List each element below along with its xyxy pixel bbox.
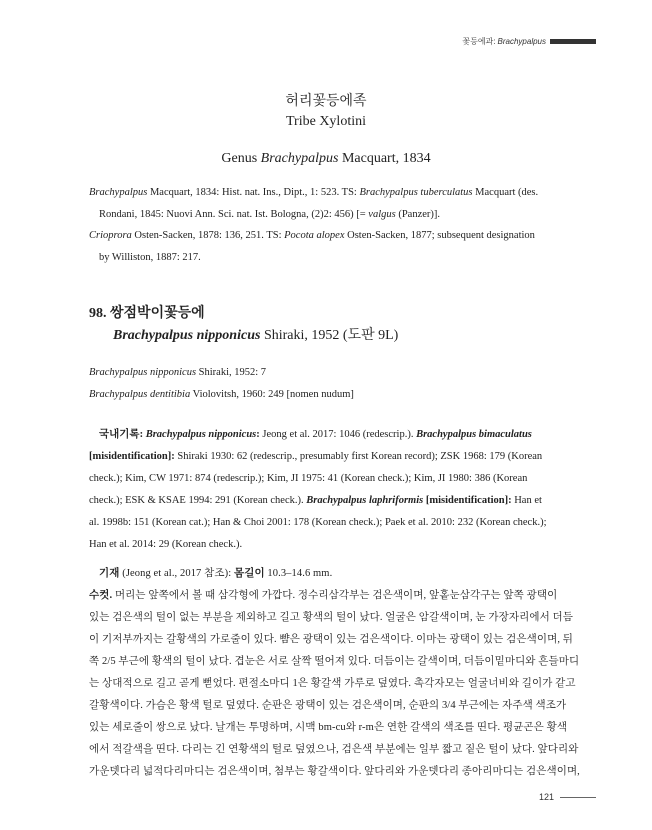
description-line bbox=[89, 629, 579, 651]
text-segment: 국내기록: bbox=[99, 429, 146, 440]
synonym-item bbox=[89, 362, 579, 384]
tribe-heading bbox=[0, 92, 652, 132]
text-segment: check.); ESK & KSAE 1994: 291 (Korean check.). bbox=[89, 495, 307, 506]
text-segment: Brachypalpus nipponicus bbox=[89, 367, 197, 378]
text-segment: Osten-Sacken, 1877; subsequent designation bbox=[344, 230, 535, 241]
description-line bbox=[89, 739, 579, 761]
text-segment: Brachypalpus nipponicus bbox=[145, 429, 257, 440]
species-title bbox=[89, 325, 398, 347]
text-segment: 10.3–14.6 mm. bbox=[264, 568, 333, 579]
text-segment: Macquart, 1834: Hist. nat. Ins., Dipt., 1: 523. TS: bbox=[147, 187, 360, 198]
text-segment: 있는 세로줄이 쌍으로 났다. 날개는 투명하며, 시맥 bm-cu와 r-m은 연한 갈색의 색조를 띤다. 평균곤은 황색 bbox=[89, 722, 568, 733]
text-segment: 몸길이 bbox=[233, 568, 265, 579]
tribe-korean: 허리꽃등에족 bbox=[285, 94, 367, 109]
species-name: Brachypalpus nipponicus bbox=[113, 328, 261, 343]
text-segment: 기재 bbox=[99, 568, 120, 579]
text-segment: [misidentification]: bbox=[423, 495, 515, 506]
text-segment: Brachypalpus bbox=[89, 187, 148, 198]
genus-reference bbox=[89, 225, 579, 247]
running-head-bar bbox=[550, 39, 596, 44]
description-line bbox=[89, 717, 579, 739]
running-head-korean: 꽃등에과: bbox=[462, 37, 496, 46]
genus-author: Macquart, 1834 bbox=[338, 151, 431, 166]
description-line bbox=[89, 651, 579, 673]
text-segment: 머리는 앞쪽에서 볼 때 삼각형에 가깝다. 정수리삼각부는 검은색이며, 앞홑눈삼각구는 앞쪽 광택이 bbox=[112, 590, 558, 601]
text-segment: Brachypalpus laphriformis bbox=[306, 495, 424, 506]
record-line bbox=[89, 534, 579, 556]
footer-rule bbox=[560, 797, 596, 798]
page-number: 121 bbox=[538, 792, 554, 802]
text-segment: Shiraki, 1952: 7 bbox=[196, 367, 267, 378]
text-segment: Han et al. 2014: 29 (Korean check.). bbox=[89, 539, 243, 550]
description-line bbox=[89, 761, 579, 783]
text-segment: 에서 적갈색을 띤다. 다리는 긴 연황색의 털로 덮였으나, 검은색 부분에는 일부 짧고 짙은 털이 났다. 앞다리와 bbox=[89, 744, 579, 755]
record-line bbox=[89, 424, 579, 446]
text-segment: 있는 검은색의 털이 없는 부분을 제외하고 길고 황색의 털이 났다. 얼굴은 암갈색이며, 눈 가장자리에서 더듬 bbox=[89, 612, 574, 623]
record-line bbox=[89, 468, 579, 490]
text-segment: (Panzer)]. bbox=[395, 208, 441, 220]
text-segment: Macquart (des. bbox=[472, 187, 539, 198]
genus-name: Brachypalpus bbox=[260, 151, 339, 166]
text-segment: Violovitsh, 1960: 249 [nomen nudum] bbox=[190, 388, 354, 400]
text-segment: 이 기저부까지는 갈황색의 가로줄이 있다. 뺨은 광택이 있는 검은색이다. 이마는 광택이 있는 검은색이며, 뒤 bbox=[89, 634, 574, 645]
genus-references bbox=[89, 182, 579, 268]
text-segment: Rondani, 1845: Nuovi Ann. Sci. nat. Ist. Bologna, (2)2: 456) [= bbox=[99, 208, 369, 220]
running-head bbox=[462, 36, 596, 47]
genus-reference-cont bbox=[89, 247, 579, 269]
text-segment: Crioprora bbox=[89, 230, 132, 241]
text-segment: 가운뎃다리 넓적다리마디는 검은색이며, 첨부는 황갈색이다. 앞다리와 가운뎃다리 종아리마디는 검은색이며, bbox=[89, 766, 580, 777]
text-segment: by Williston, 1887: 217. bbox=[99, 251, 201, 263]
genus-heading bbox=[0, 151, 652, 167]
genus-reference bbox=[89, 182, 579, 204]
korean-records bbox=[89, 424, 579, 556]
text-segment: Osten-Sacken, 1878: 136, 251. TS: bbox=[131, 230, 285, 241]
synonym-list bbox=[89, 362, 579, 405]
species-description bbox=[89, 563, 579, 783]
description-line bbox=[89, 673, 579, 695]
text-segment: 는 상대적으로 길고 곧게 뻗었다. 편절소마디 1은 황갈색 가루로 덮였다. 촉각자모는 얼굴너비와 길이가 같고 bbox=[89, 678, 576, 689]
text-segment: valgus bbox=[368, 208, 396, 220]
genus-prefix: Genus bbox=[221, 151, 261, 166]
text-segment: 쪽 2/5 부근에 황색의 털이 났다. 겹눈은 서로 살짝 떨어져 있다. 더듬이는 갈색이며, 더듬이밑마디와 흔들마디 bbox=[89, 656, 580, 667]
description-line bbox=[89, 563, 579, 585]
text-segment: 갈황색이다. 가슴은 황색 털로 덮였다. 순판은 광택이 있는 검은색이며, 순판의 3/4 부근에는 자주색 색조가 bbox=[89, 700, 567, 711]
description-line bbox=[89, 585, 579, 607]
text-segment: al. 1998b: 151 (Korean cat.); Han & Choi 2001: 178 (Korean check.); Paek et al. 2010: 232 (Korean check.); bbox=[89, 517, 547, 528]
species-author: Shiraki, 1952 (도판 9L) bbox=[260, 328, 399, 343]
species-heading bbox=[89, 303, 398, 347]
record-line bbox=[89, 446, 579, 468]
text-segment: Brachypalpus tuberculatus bbox=[359, 187, 473, 198]
description-line bbox=[89, 607, 579, 629]
text-segment: Han et bbox=[514, 495, 542, 506]
text-segment: : bbox=[256, 429, 263, 440]
running-head-genus: Brachypalpus bbox=[497, 37, 546, 46]
page-footer bbox=[539, 792, 596, 802]
record-line bbox=[89, 490, 579, 512]
text-segment: Brachypalpus dentitibia bbox=[89, 388, 191, 400]
synonym-item bbox=[89, 384, 579, 406]
text-segment: Jeong et al. 2017: 1046 (redescrip.). bbox=[262, 429, 417, 440]
text-segment: 수컷. bbox=[89, 590, 113, 601]
text-segment: Brachypalpus bimaculatus bbox=[416, 429, 532, 440]
genus-reference-cont bbox=[89, 204, 579, 226]
tribe-latin: Tribe Xylotini bbox=[286, 114, 366, 129]
species-number: 98. 쌍점박이꽃등에 bbox=[89, 306, 205, 321]
text-segment: (Jeong et al., 2017 참조): bbox=[119, 568, 234, 579]
text-segment: [misidentification]: bbox=[89, 451, 178, 462]
description-line bbox=[89, 695, 579, 717]
text-segment: Shiraki 1930: 62 (redescrip., presumably first Korean record); ZSK 1968: 179 (Korean bbox=[177, 451, 543, 462]
text-segment: check.); Kim, CW 1971: 874 (redescrip.); Kim, JI 1975: 41 (Korean check.); Kim, JI 1980: 386 (Korean bbox=[89, 473, 528, 484]
record-line bbox=[89, 512, 579, 534]
text-segment: Pocota alopex bbox=[284, 230, 345, 241]
